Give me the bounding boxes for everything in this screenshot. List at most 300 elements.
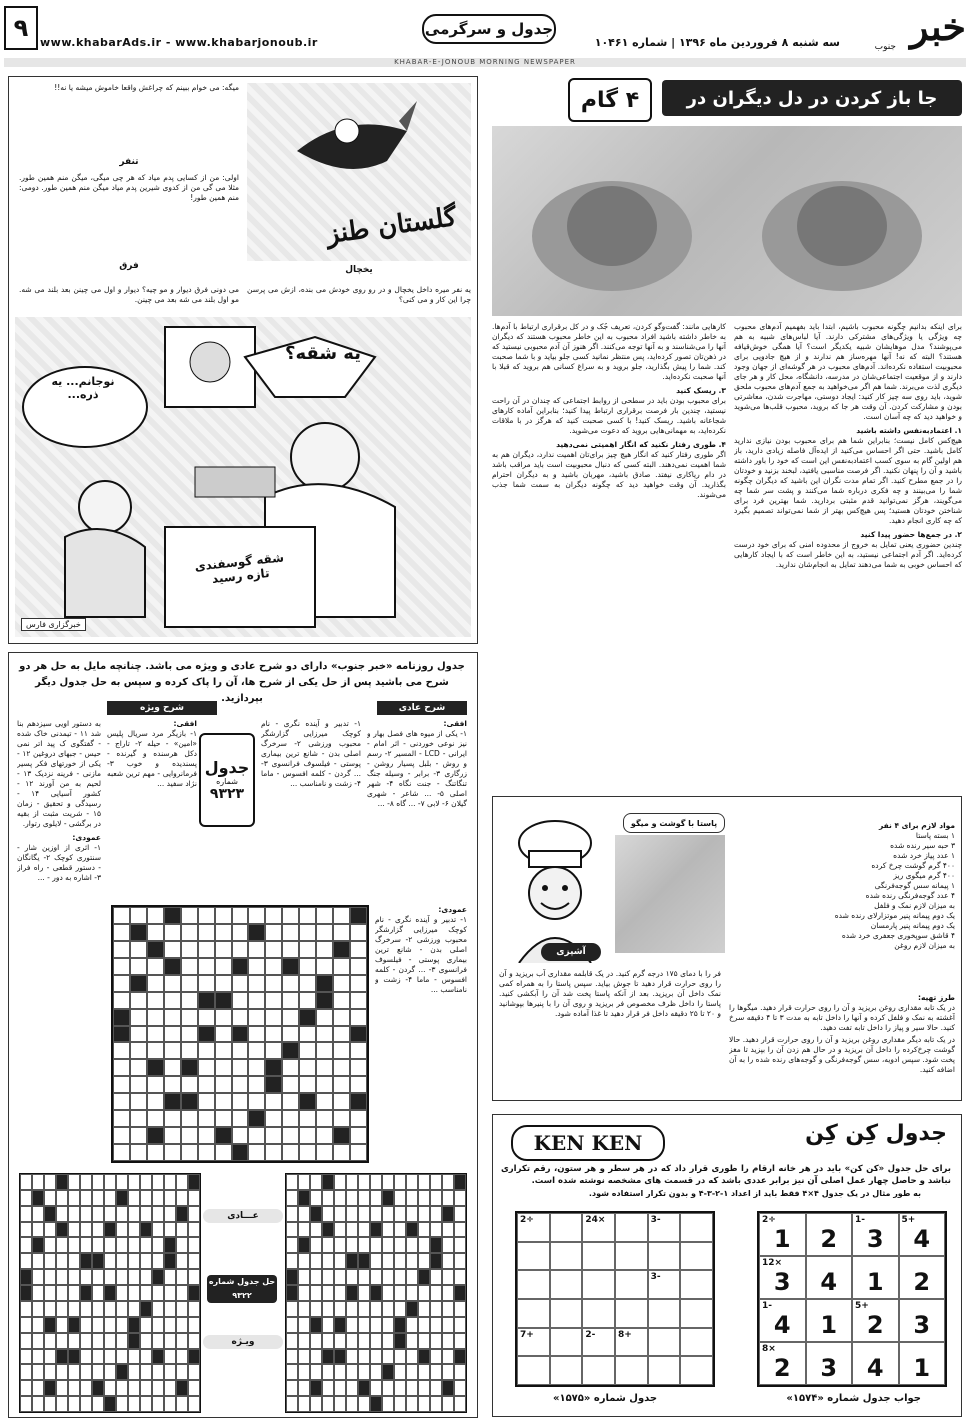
crossword-cell[interactable] [282,1026,299,1043]
ingredients [735,821,955,951]
crossword-cell [176,1301,188,1317]
crossword-cell[interactable] [316,1110,333,1127]
crossword-black-cell [116,1190,128,1206]
crossword-cell[interactable] [350,1144,367,1161]
crossword-cell[interactable] [113,907,130,924]
crossword-cell[interactable] [130,1059,147,1076]
crossword-cell [334,1333,346,1349]
kenken-puzzle-cell[interactable] [648,1356,681,1385]
crossword-cell [140,1333,152,1349]
crossword-cell[interactable] [147,924,164,941]
crossword-cell[interactable] [181,1127,198,1144]
crossword-cell [454,1396,466,1412]
crossword-cell[interactable] [333,1009,350,1026]
crossword-cell[interactable] [265,1026,282,1043]
kenken-puzzle-cell[interactable] [517,1328,550,1357]
crossword-grid[interactable] [111,905,369,1163]
crossword-cell[interactable] [215,1076,232,1093]
crossword-cell[interactable] [350,1059,367,1076]
crossword-cell[interactable] [147,1093,164,1110]
kenken-puzzle-cell[interactable] [615,1213,648,1242]
kenken-puzzle-cell[interactable] [550,1299,583,1328]
crossword-black-cell [310,1206,322,1222]
crossword-cell [188,1317,200,1333]
crossword-cell[interactable] [232,1110,249,1127]
kenken-puzzle-cell[interactable] [648,1328,681,1357]
crossword-cell[interactable] [130,907,147,924]
crossword-cell[interactable] [181,1076,198,1093]
crossword-cell[interactable] [299,1110,316,1127]
crossword-cell [334,1269,346,1285]
crossword-cell [430,1396,442,1412]
kenken-puzzle-cell[interactable] [582,1213,615,1242]
crossword-cell[interactable] [113,941,130,958]
kenken-puzzle-cell[interactable] [550,1242,583,1271]
crossword-cell[interactable] [333,1110,350,1127]
kenken-puzzle-cell[interactable] [615,1328,648,1357]
crossword-cell[interactable] [215,1093,232,1110]
crossword-cell [68,1380,80,1396]
kenken-puzzle-cell[interactable] [550,1356,583,1385]
crossword-cell[interactable] [147,975,164,992]
crossword-cell[interactable] [248,1076,265,1093]
kenken-puzzle-cell[interactable] [680,1356,713,1385]
crossword-cell[interactable] [265,924,282,941]
kenken-cell-value: 2 [913,1268,931,1296]
crossword-cell[interactable] [299,992,316,1009]
crossword-cell[interactable] [265,975,282,992]
crossword-cell[interactable] [248,1042,265,1059]
crossword-cell[interactable] [248,1093,265,1110]
crossword-cell[interactable] [164,941,181,958]
crossword-cell[interactable] [164,1076,181,1093]
crossword-cell[interactable] [198,1093,215,1110]
crossword-cell[interactable] [130,1009,147,1026]
crossword-cell[interactable] [282,907,299,924]
crossword-cell[interactable] [113,1076,130,1093]
crossword-cell[interactable] [299,958,316,975]
crossword-cell[interactable] [265,1144,282,1161]
crossword-cell [442,1174,454,1190]
crossword-cell [68,1253,80,1269]
crossword-cell [80,1174,92,1190]
crossword-cell[interactable] [316,941,333,958]
crossword-cell[interactable] [248,907,265,924]
crossword-cell[interactable] [333,958,350,975]
crossword-cell[interactable] [316,1144,333,1161]
crossword-cell[interactable] [248,1127,265,1144]
crossword-cell[interactable] [248,975,265,992]
crossword-cell[interactable] [198,1059,215,1076]
crossword-cell[interactable] [181,1009,198,1026]
crossword-cell[interactable] [130,1093,147,1110]
crossword-cell[interactable] [333,1076,350,1093]
humor-header-art [247,83,471,261]
crossword-cell[interactable] [299,1059,316,1076]
crossword-cell[interactable] [130,1076,147,1093]
crossword-cell[interactable] [282,1144,299,1161]
crossword-cell[interactable] [164,1110,181,1127]
crossword-cell[interactable] [316,924,333,941]
kenken-puzzle-cell[interactable] [550,1328,583,1357]
crossword-cell[interactable] [299,975,316,992]
crossword-cell[interactable] [350,941,367,958]
crossword-cell[interactable] [181,1026,198,1043]
crossword-cell[interactable] [215,924,232,941]
crossword-cell[interactable] [316,1076,333,1093]
crossword-cell[interactable] [147,1076,164,1093]
crossword-cell [430,1190,442,1206]
crossword-cell[interactable] [147,1110,164,1127]
crossword-cell[interactable] [232,924,249,941]
crossword-cell[interactable] [299,1026,316,1043]
crossword-cell[interactable] [215,975,232,992]
kenken-puzzle-grid [515,1211,715,1387]
ingredient-item: ۴۰۰ گرم میگوی ریز [893,871,955,880]
crossword-cell [188,1253,200,1269]
crossword-cell[interactable] [198,1042,215,1059]
crossword-cell[interactable] [198,958,215,975]
crossword-cell[interactable] [248,1144,265,1161]
kenken-cell-value: 3 [866,1225,884,1253]
crossword-cell[interactable] [265,1127,282,1144]
crossword-cell [20,1206,32,1222]
crossword-cell[interactable] [130,1110,147,1127]
crossword-cell[interactable] [350,1110,367,1127]
crossword-cell[interactable] [198,975,215,992]
crossword-cell [56,1396,68,1412]
crossword-cell[interactable] [350,1127,367,1144]
crossword-cell[interactable] [350,958,367,975]
crossword-cell[interactable] [147,1042,164,1059]
crossword-cell[interactable] [113,958,130,975]
crossword-cell [382,1206,394,1222]
crossword-cell[interactable] [164,975,181,992]
crossword-cell[interactable] [350,924,367,941]
crossword-cell[interactable] [282,975,299,992]
kenken-puzzle-cell[interactable] [517,1299,550,1328]
crossword-cell[interactable] [316,1093,333,1110]
crossword-cell[interactable] [333,907,350,924]
article-heading: ۳. ریسک کنید [676,386,726,395]
kenken-puzzle-cell[interactable] [517,1356,550,1385]
kenken-puzzle-cell[interactable] [680,1242,713,1271]
crossword-cell[interactable] [299,907,316,924]
crossword-cell [358,1317,370,1333]
crossword-cell [442,1269,454,1285]
kenken-puzzle-cell[interactable] [582,1328,615,1357]
kenken-puzzle-cell[interactable] [582,1356,615,1385]
crossword-cell[interactable] [130,1144,147,1161]
crossword-cell[interactable] [113,1093,130,1110]
crossword-black-cell [80,1253,92,1269]
crossword-cell [346,1396,358,1412]
crossword-cell[interactable] [299,1076,316,1093]
crossword-cell[interactable] [181,941,198,958]
crossword-cell [20,1333,32,1349]
crossword-black-cell [299,1093,316,1110]
crossword-cell [322,1396,334,1412]
crossword-cell[interactable] [299,924,316,941]
crossword-cell [164,1301,176,1317]
crossword-cell[interactable] [215,1059,232,1076]
crossword-cell [394,1380,406,1396]
crossword-cell [32,1396,44,1412]
crossword-cell[interactable] [215,1110,232,1127]
crossword-black-cell [298,1190,310,1206]
crossword-cell [382,1237,394,1253]
crossword-cell[interactable] [232,907,249,924]
crossword-cell [20,1190,32,1206]
crossword-cell[interactable] [282,941,299,958]
kenken-puzzle-cell[interactable] [615,1299,648,1328]
crossword-cell[interactable] [350,1009,367,1026]
crossword-cell [20,1174,32,1190]
crossword-cell[interactable] [333,1093,350,1110]
crossword-cell [68,1237,80,1253]
crossword-cell[interactable] [198,1076,215,1093]
crossword-cell[interactable] [130,1026,147,1043]
crossword-cell[interactable] [147,958,164,975]
crossword-cell [310,1301,322,1317]
crossword-cell[interactable] [113,1110,130,1127]
crossword-cell[interactable] [248,1009,265,1026]
crossword-cell[interactable] [282,1009,299,1026]
crossword-cell[interactable] [350,975,367,992]
crossword-cell [20,1380,32,1396]
crossword-cell[interactable] [316,1127,333,1144]
crossword-cell[interactable] [333,1059,350,1076]
crossword-cell[interactable] [215,1144,232,1161]
crossword-cell[interactable] [316,958,333,975]
crossword-cell[interactable] [215,941,232,958]
crossword-black-cell [188,1349,200,1365]
kenken-puzzle-cell[interactable] [648,1299,681,1328]
crossword-cell[interactable] [299,941,316,958]
crossword-cell [56,1269,68,1285]
crossword-cell[interactable] [316,907,333,924]
crossword-cell[interactable] [248,958,265,975]
crossword-cell[interactable] [130,992,147,1009]
crossword-cell[interactable] [282,1093,299,1110]
crossword-cell[interactable] [113,975,130,992]
crossword-cell[interactable] [215,1009,232,1026]
crossword-cell[interactable] [333,924,350,941]
crossword-cell[interactable] [265,1042,282,1059]
crossword-cell[interactable] [232,975,249,992]
crossword-cell [188,1222,200,1238]
crossword-cell [286,1206,298,1222]
crossword-cell[interactable] [248,941,265,958]
crossword-cell[interactable] [350,992,367,1009]
crossword-cell [346,1317,358,1333]
crossword-cell[interactable] [265,907,282,924]
crossword-cell[interactable] [113,1127,130,1144]
crossword-cell[interactable] [164,992,181,1009]
crossword-cell[interactable] [265,958,282,975]
crossword-cell[interactable] [232,941,249,958]
crossword-cell[interactable] [282,1059,299,1076]
crossword-cell[interactable] [265,992,282,1009]
crossword-black-cell [248,1110,265,1127]
kenken-puzzle-cell[interactable] [615,1356,648,1385]
crossword-cell[interactable] [265,1093,282,1110]
kenken-puzzle-cell[interactable] [517,1242,550,1271]
crossword-cell[interactable] [232,1059,249,1076]
crossword-cell[interactable] [147,1026,164,1043]
crossword-black-cell [358,1253,370,1269]
crossword-cell [188,1396,200,1412]
crossword-cell[interactable] [282,1110,299,1127]
kenken-puzzle-cell[interactable] [648,1213,681,1242]
crossword-cell[interactable] [130,1127,147,1144]
crossword-cell[interactable] [282,924,299,941]
kenken-puzzle-cell[interactable] [648,1242,681,1271]
kenken-puzzle-cell[interactable] [517,1270,550,1299]
crossword-cell[interactable] [198,924,215,941]
joke-3: می دونی فرق دیوار و مو چیه؟ دیوار و اول می چینن بعد بلند می شه. مو اول بلند می شه بعد می چینن. [19,285,239,304]
crossword-cell[interactable] [164,1042,181,1059]
crossword-cell[interactable] [130,958,147,975]
crossword-cell[interactable] [164,1144,181,1161]
crossword-cell[interactable] [282,992,299,1009]
crossword-cell[interactable] [333,1144,350,1161]
crossword-cell[interactable] [198,941,215,958]
kenken-puzzle-cell[interactable] [680,1299,713,1328]
crossword-cell[interactable] [299,1042,316,1059]
crossword-cell[interactable] [215,1042,232,1059]
kenken-puzzle-cell[interactable] [582,1242,615,1271]
crossword-black-cell [32,1190,44,1206]
crossword-cell[interactable] [316,1026,333,1043]
crossword-cell [442,1301,454,1317]
crossword-cell [188,1190,200,1206]
crossword-black-cell [68,1317,80,1333]
crossword-cell[interactable] [198,1009,215,1026]
crossword-cell[interactable] [350,1076,367,1093]
crossword-cell[interactable] [282,1127,299,1144]
article-title-bar [492,78,962,118]
kenken-puzzle-cell[interactable] [550,1213,583,1242]
crossword-cell[interactable] [333,992,350,1009]
kenken-puzzle-cell[interactable] [615,1270,648,1299]
crossword-cell[interactable] [299,1144,316,1161]
crossword-cell[interactable] [164,1026,181,1043]
crossword-cell[interactable] [248,992,265,1009]
crossword-cell[interactable] [181,1144,198,1161]
crossword-cell[interactable] [215,1026,232,1043]
crossword-cell[interactable] [181,907,198,924]
cartoon-thought: نوجانم... یه ذره... [51,375,115,401]
crossword-cell[interactable] [198,1127,215,1144]
crossword-cell[interactable] [164,924,181,941]
crossword-cell[interactable] [164,1009,181,1026]
crossword-cell[interactable] [147,1009,164,1026]
crossword-cell[interactable] [147,992,164,1009]
crossword-cell[interactable] [198,1110,215,1127]
crossword-cell[interactable] [232,1076,249,1093]
crossword-cell[interactable] [181,924,198,941]
crossword-cell[interactable] [181,1110,198,1127]
crossword-cell [68,1364,80,1380]
kenken-title-fa: جدول کِن کِن [805,1121,947,1146]
crossword-cell[interactable] [164,1127,181,1144]
crossword-cell[interactable] [232,1042,249,1059]
crossword-cell[interactable] [198,1144,215,1161]
crossword-cell[interactable] [181,975,198,992]
crossword-cell[interactable] [130,941,147,958]
kenken-puzzle-cell[interactable] [582,1270,615,1299]
crossword-cell [68,1222,80,1238]
crossword-cell[interactable] [215,907,232,924]
crossword-cell [80,1301,92,1317]
crossword-cell[interactable] [248,1059,265,1076]
crossword-cell[interactable] [181,1042,198,1059]
crossword-cell[interactable] [248,1026,265,1043]
crossword-cell[interactable] [113,1059,130,1076]
crossword-cell[interactable] [113,992,130,1009]
crossword-cell[interactable] [232,1093,249,1110]
crossword-cell[interactable] [113,1042,130,1059]
crossword-cell[interactable] [333,975,350,992]
crossword-cell[interactable] [147,1144,164,1161]
kenken-puzzle-cell[interactable] [517,1213,550,1242]
crossword-black-cell [44,1206,56,1222]
crossword-cell [382,1285,394,1301]
crossword-cell[interactable] [265,941,282,958]
crossword-cell[interactable] [215,958,232,975]
crossword-cell[interactable] [265,1110,282,1127]
crossword-cell[interactable] [333,1026,350,1043]
crossword-cell[interactable] [316,1009,333,1026]
kenken-puzzle-cell[interactable] [680,1328,713,1357]
page-number: ۹ [4,6,38,50]
crossword-cell[interactable] [265,1009,282,1026]
crossword-cell[interactable] [181,958,198,975]
crossword-cell[interactable] [282,1076,299,1093]
kenken-puzzle-cell[interactable] [680,1213,713,1242]
crossword-cell [56,1206,68,1222]
kenken-puzzle-cell[interactable] [680,1270,713,1299]
kenken-puzzle-cell[interactable] [648,1270,681,1299]
crossword-cell[interactable] [130,1042,147,1059]
crossword-cell[interactable] [113,1144,130,1161]
kenken-puzzle-cell[interactable] [615,1242,648,1271]
crossword-cell [442,1396,454,1412]
crossword-cell[interactable] [232,1127,249,1144]
crossword-cell[interactable] [316,1059,333,1076]
crossword-cell [176,1190,188,1206]
crossword-cell[interactable] [299,1127,316,1144]
crossword-cell[interactable] [232,992,249,1009]
crossword-cell[interactable] [113,924,130,941]
crossword-cell[interactable] [232,1009,249,1026]
kenken-puzzle-cell[interactable] [550,1270,583,1299]
crossword-cell[interactable] [147,907,164,924]
crossword-cell [164,1333,176,1349]
crossword-cell[interactable] [181,992,198,1009]
crossword-cell[interactable] [198,907,215,924]
crossword-cell[interactable] [333,1042,350,1059]
kenken-puzzle-cell[interactable] [582,1299,615,1328]
crossword-cell[interactable] [316,1042,333,1059]
crossword-cell[interactable] [164,1059,181,1076]
crossword-cell [370,1333,382,1349]
crossword-cell[interactable] [350,1042,367,1059]
crossword-black-cell [181,1059,198,1076]
crossword-cell [92,1396,104,1412]
crossword-cell [286,1222,298,1238]
